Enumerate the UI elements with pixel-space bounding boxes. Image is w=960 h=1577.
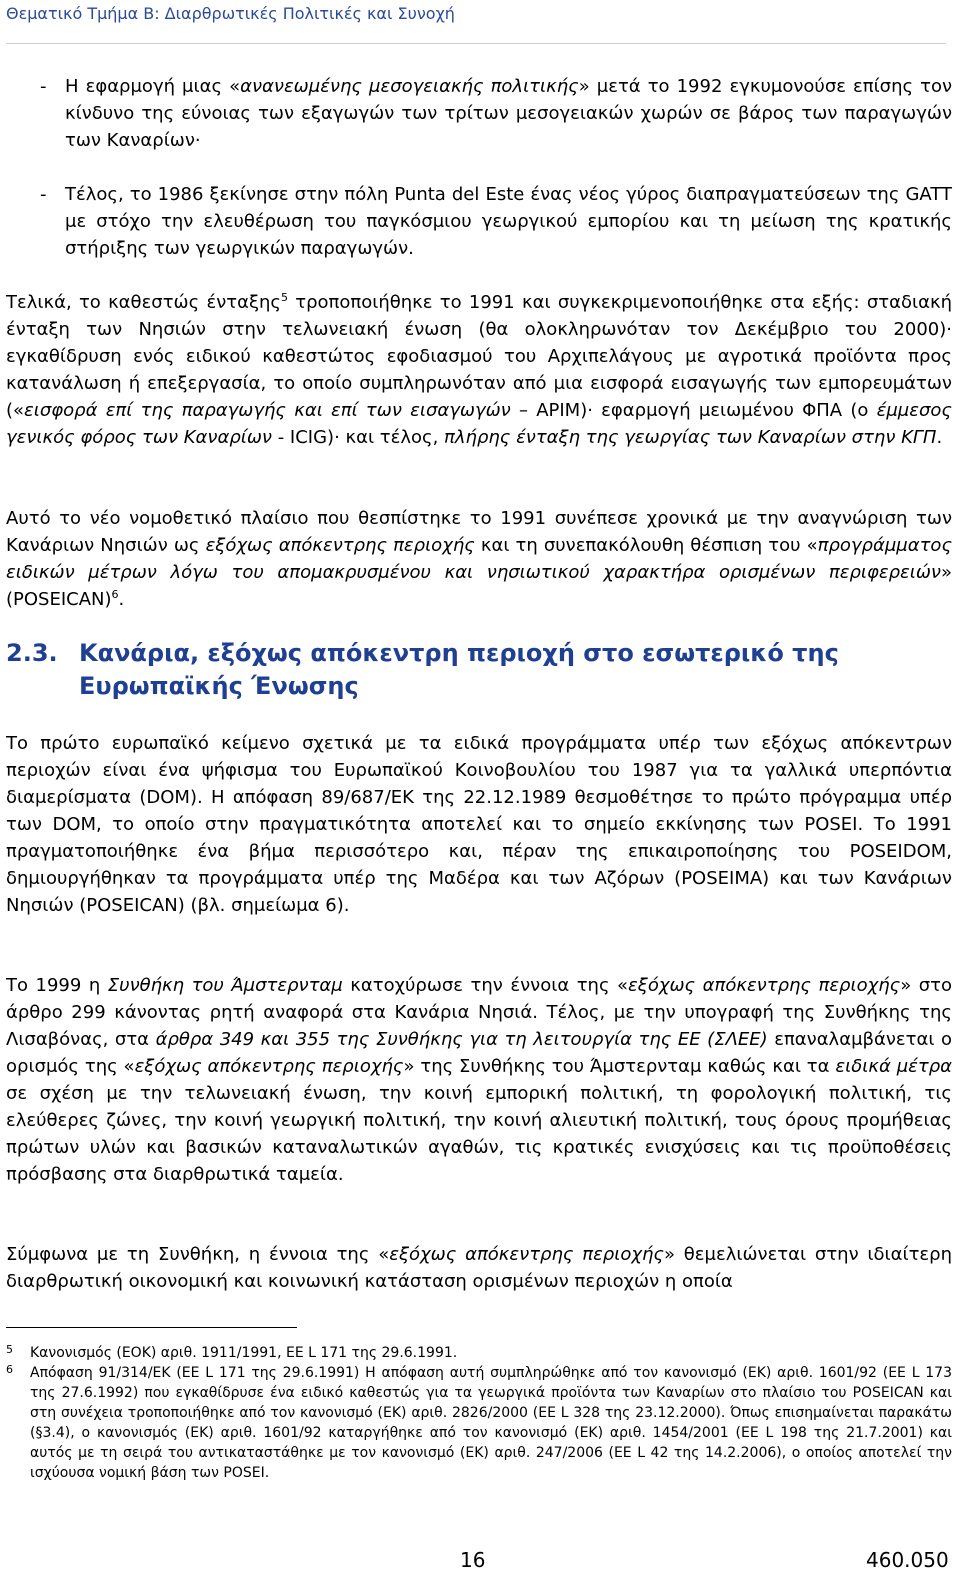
- header-title: Θεματικό Τμήμα Β: Διαρθρωτικές Πολιτικές και Συνοχή: [6, 4, 455, 23]
- text-run: και τη συνεπακόλουθη θέσπιση του «: [474, 535, 818, 556]
- paragraph: [6, 289, 952, 451]
- footnote: [6, 1363, 952, 1483]
- footnote-text: Κανονισμός (ΕΟΚ) αριθ. 1911/1991, ΕΕ L 171 της 29.6.1991.: [30, 1345, 458, 1361]
- text-run: τροποποιήθηκε το 1991 και συγκεκριμενοποιήθηκε στα εξής: σταδιακή ένταξη των Νησιών στην τελωνειακή ένωση (θα ολοκληρωνόταν τον Δεκέμβριο του 2000)· εγκαθίδρυση ενός ειδικού καθεστώτος εφοδιασμού του Αρχιπελάγους με αγροτικά προϊόντα προς κατανάλωση ή επεξεργασία, το οποίο συμπληρωνόταν από μια εισφορά εισαγωγής των εμπορευμάτων («: [6, 292, 952, 421]
- text-run: Το 1999 η: [6, 975, 108, 996]
- footnote-number: 5: [6, 1343, 13, 1356]
- paragraph: [6, 1241, 952, 1295]
- text-run: » θεμελιώνεται στην ιδιαίτερη διαρθρωτική οικονομική και κοινωνική κατάσταση ορισμένων περιοχών η οποία: [6, 1244, 952, 1292]
- text-run: – APIM)· εφαρμογή μειωμένου ΦΠΑ (ο: [510, 400, 877, 421]
- bullet-dash: -: [40, 184, 47, 205]
- italic-run: έμμεσος γενικός φόρος των Καναρίων: [6, 400, 952, 448]
- footnote-ref: 6: [111, 588, 119, 601]
- running-header: [6, 3, 946, 44]
- paragraph: [6, 505, 952, 613]
- section-title: Κανάρια, εξόχως απόκεντρη περιοχή στο εσωτερικό της Ευρωπαϊκής Ένωσης: [79, 639, 839, 700]
- footnote-number: 6: [6, 1363, 13, 1376]
- text-run: » μετά το 1992 εγκυμονούσε επίσης τον κίνδυνο της εύνοιας των εξαγωγών των τρίτων μεσογειακών χωρών σε βάρος των παραγωγών των Καναρίων·: [65, 76, 953, 151]
- footnote-text: Απόφαση 91/314/ΕΚ (ΕΕ L 171 της 29.6.1991) Η απόφαση αυτή συμπληρώθηκε από τον κανονισμό (ΕΚ) αριθ. 1601/92 (ΕΕ L 173 της 27.6.1992) που εγκαθίδρυσε ένα ειδικό καθεστώς για τα γεωργικά προϊόντα των Καναρίων στο πλαίσιο του POSEICAN και στη συνέχεια τροποποιήθηκε από τον κανονισμό (ΕΚ) αριθ. 2826/2000 (ΕΕ L 328 της 23.12.2000). Όπως επισημαίνεται παρακάτω (§3.4), ο κανονισμός (ΕΚ) αριθ. 1601/92 καταργήθηκε από τον κανονισμό (ΕΚ) αριθ. 1454/2001 (ΕΕ L 198 της 21.7.2001) και αυτός με τη σειρά του αντικαταστάθηκε με τον κανονισμό (ΕΚ) αριθ. 247/2006 (ΕΕ L 42 της 14.2.2006), ο οποίος αποτελεί την ισχύουσα νομική βάση των POSEI.: [30, 1365, 952, 1481]
- paragraph: [6, 972, 952, 1188]
- text-run: Η εφαρμογή μιας «: [65, 76, 241, 97]
- italic-run: άρθρα 349 και 355 της Συνθήκης για τη λειτουργία της ΕΕ (ΣΛΕΕ): [155, 1029, 768, 1050]
- text-run: .: [118, 589, 125, 610]
- text-run: Σύμφωνα με τη Συνθήκη, η έννοια της «: [6, 1244, 390, 1265]
- text-run: » (POSEICAN): [6, 562, 952, 610]
- text-run: σε σχέση με την τελωνειακή ένωση, την κοινή εμπορική πολιτική, τη φορολογική πολιτική, τις ελεύθερες ζώνες, την κοινή γεωργική πολιτική, την κοινή αλιευτική πολιτική, τους όρους προμήθειας πρώτων υλών και βασικών καταναλωτικών αγαθών, τις κρατικές ενισχύσεις και τις προϋποθέσεις πρόσβασης στα διαρθρωτικά ταμεία.: [6, 1083, 952, 1185]
- bullet-text: [65, 73, 952, 154]
- italic-run: Συνθήκη του Άμστερνταμ: [107, 975, 343, 996]
- text-run: Αυτό το νέο νομοθετικό πλαίσιο που θεσπίστηκε το 1991 συνέπεσε χρονικά με την αναγνώριση των Κανάριων Νησιών ως: [6, 508, 952, 556]
- italic-run: εξόχως απόκεντρης περιοχής: [205, 535, 475, 556]
- italic-run: ειδικά μέτρα: [835, 1056, 952, 1077]
- italic-run: εξόχως απόκεντρης περιοχής: [389, 1244, 664, 1265]
- italic-run: εξόχως απόκεντρης περιοχής: [134, 1056, 404, 1077]
- text-run: κατοχύρωσε την έννοια της «: [342, 975, 629, 996]
- bullet-text: Τέλος, το 1986 ξεκίνησε στην πόλη Punta del Este ένας νέος γύρος διαπραγματεύσεων της GATT με στόχο την ελευθέρωση του παγκόσμιου γεωργικού εμπορίου και τη μείωση της κρατικής στήριξης των γεωργικών παραγωγών.: [65, 184, 952, 259]
- text-run: » στο άρθρο 299 κάνοντας ρητή αναφορά στα Κανάρια Νησιά. Τέλος, με την υπογραφή της Συνθήκης της Λισαβόνας, στα: [6, 975, 953, 1050]
- document-code: 460.050: [866, 1548, 949, 1572]
- page-number: 16: [460, 1548, 486, 1572]
- bullet-item: [40, 181, 952, 262]
- italic-run: ανανεωμένης μεσογειακής πολιτικής: [240, 76, 579, 97]
- bullet-item: [40, 73, 952, 154]
- section-number: 2.3.: [6, 639, 58, 667]
- footnote: [6, 1343, 952, 1363]
- italic-run: εισφορά επί της παραγωγής και επί των εισαγωγών: [24, 400, 511, 421]
- paragraph: Το πρώτο ευρωπαϊκό κείμενο σχετικά με τα ειδικά προγράμματα υπέρ των εξόχως απόκεντρων περιοχών είναι ένα ψήφισμα του Ευρωπαϊκού Κοινοβουλίου του 1987 για τα γαλλικά υπερπόντια διαμερίσματα (DOM). Η απόφαση 89/687/ΕΚ της 22.12.1989 θεσμοθέτησε το πρώτο πρόγραμμα υπέρ των DOM, το οποίο στην πραγματικότητα αποτελεί και το σημείο εκκίνησης των POSEI. Το 1991 πραγματοποιήθηκε ένα βήμα περισσότερο και, πέραν της επικαιροποίησης του POSEIDOM, δημιουργήθηκαν τα προγράμματα υπέρ της Μαδέρα και των Αζόρων (POSEIMA) και των Κανάριων Νησιών (POSEICAN) (βλ. σημείωμα 6).: [6, 733, 952, 916]
- footnote-ref: 5: [280, 291, 288, 304]
- text-run: » της Συνθήκης του Άμστερνταμ καθώς και τα: [403, 1056, 836, 1077]
- footnote-separator: [6, 1327, 297, 1328]
- text-run: .: [936, 427, 943, 448]
- italic-run: πλήρης ένταξη της γεωργίας των Καναρίων στην ΚΓΠ: [444, 427, 937, 448]
- italic-run: προγράμματος ειδικών μέτρων λόγω του απομακρυσμένου και νησιωτικού χαρακτήρα ορισμένων περιφερειών: [6, 535, 953, 583]
- text-run: - ICIG)· και τέλος,: [271, 427, 445, 448]
- italic-run: εξόχως απόκεντρης περιοχής: [628, 975, 901, 996]
- text-run: επαναλαμβάνεται ο ορισμός της «: [6, 1029, 953, 1077]
- bullet-dash: -: [40, 76, 47, 97]
- text-run: Τελικά, το καθεστώς ένταξης: [6, 292, 281, 313]
